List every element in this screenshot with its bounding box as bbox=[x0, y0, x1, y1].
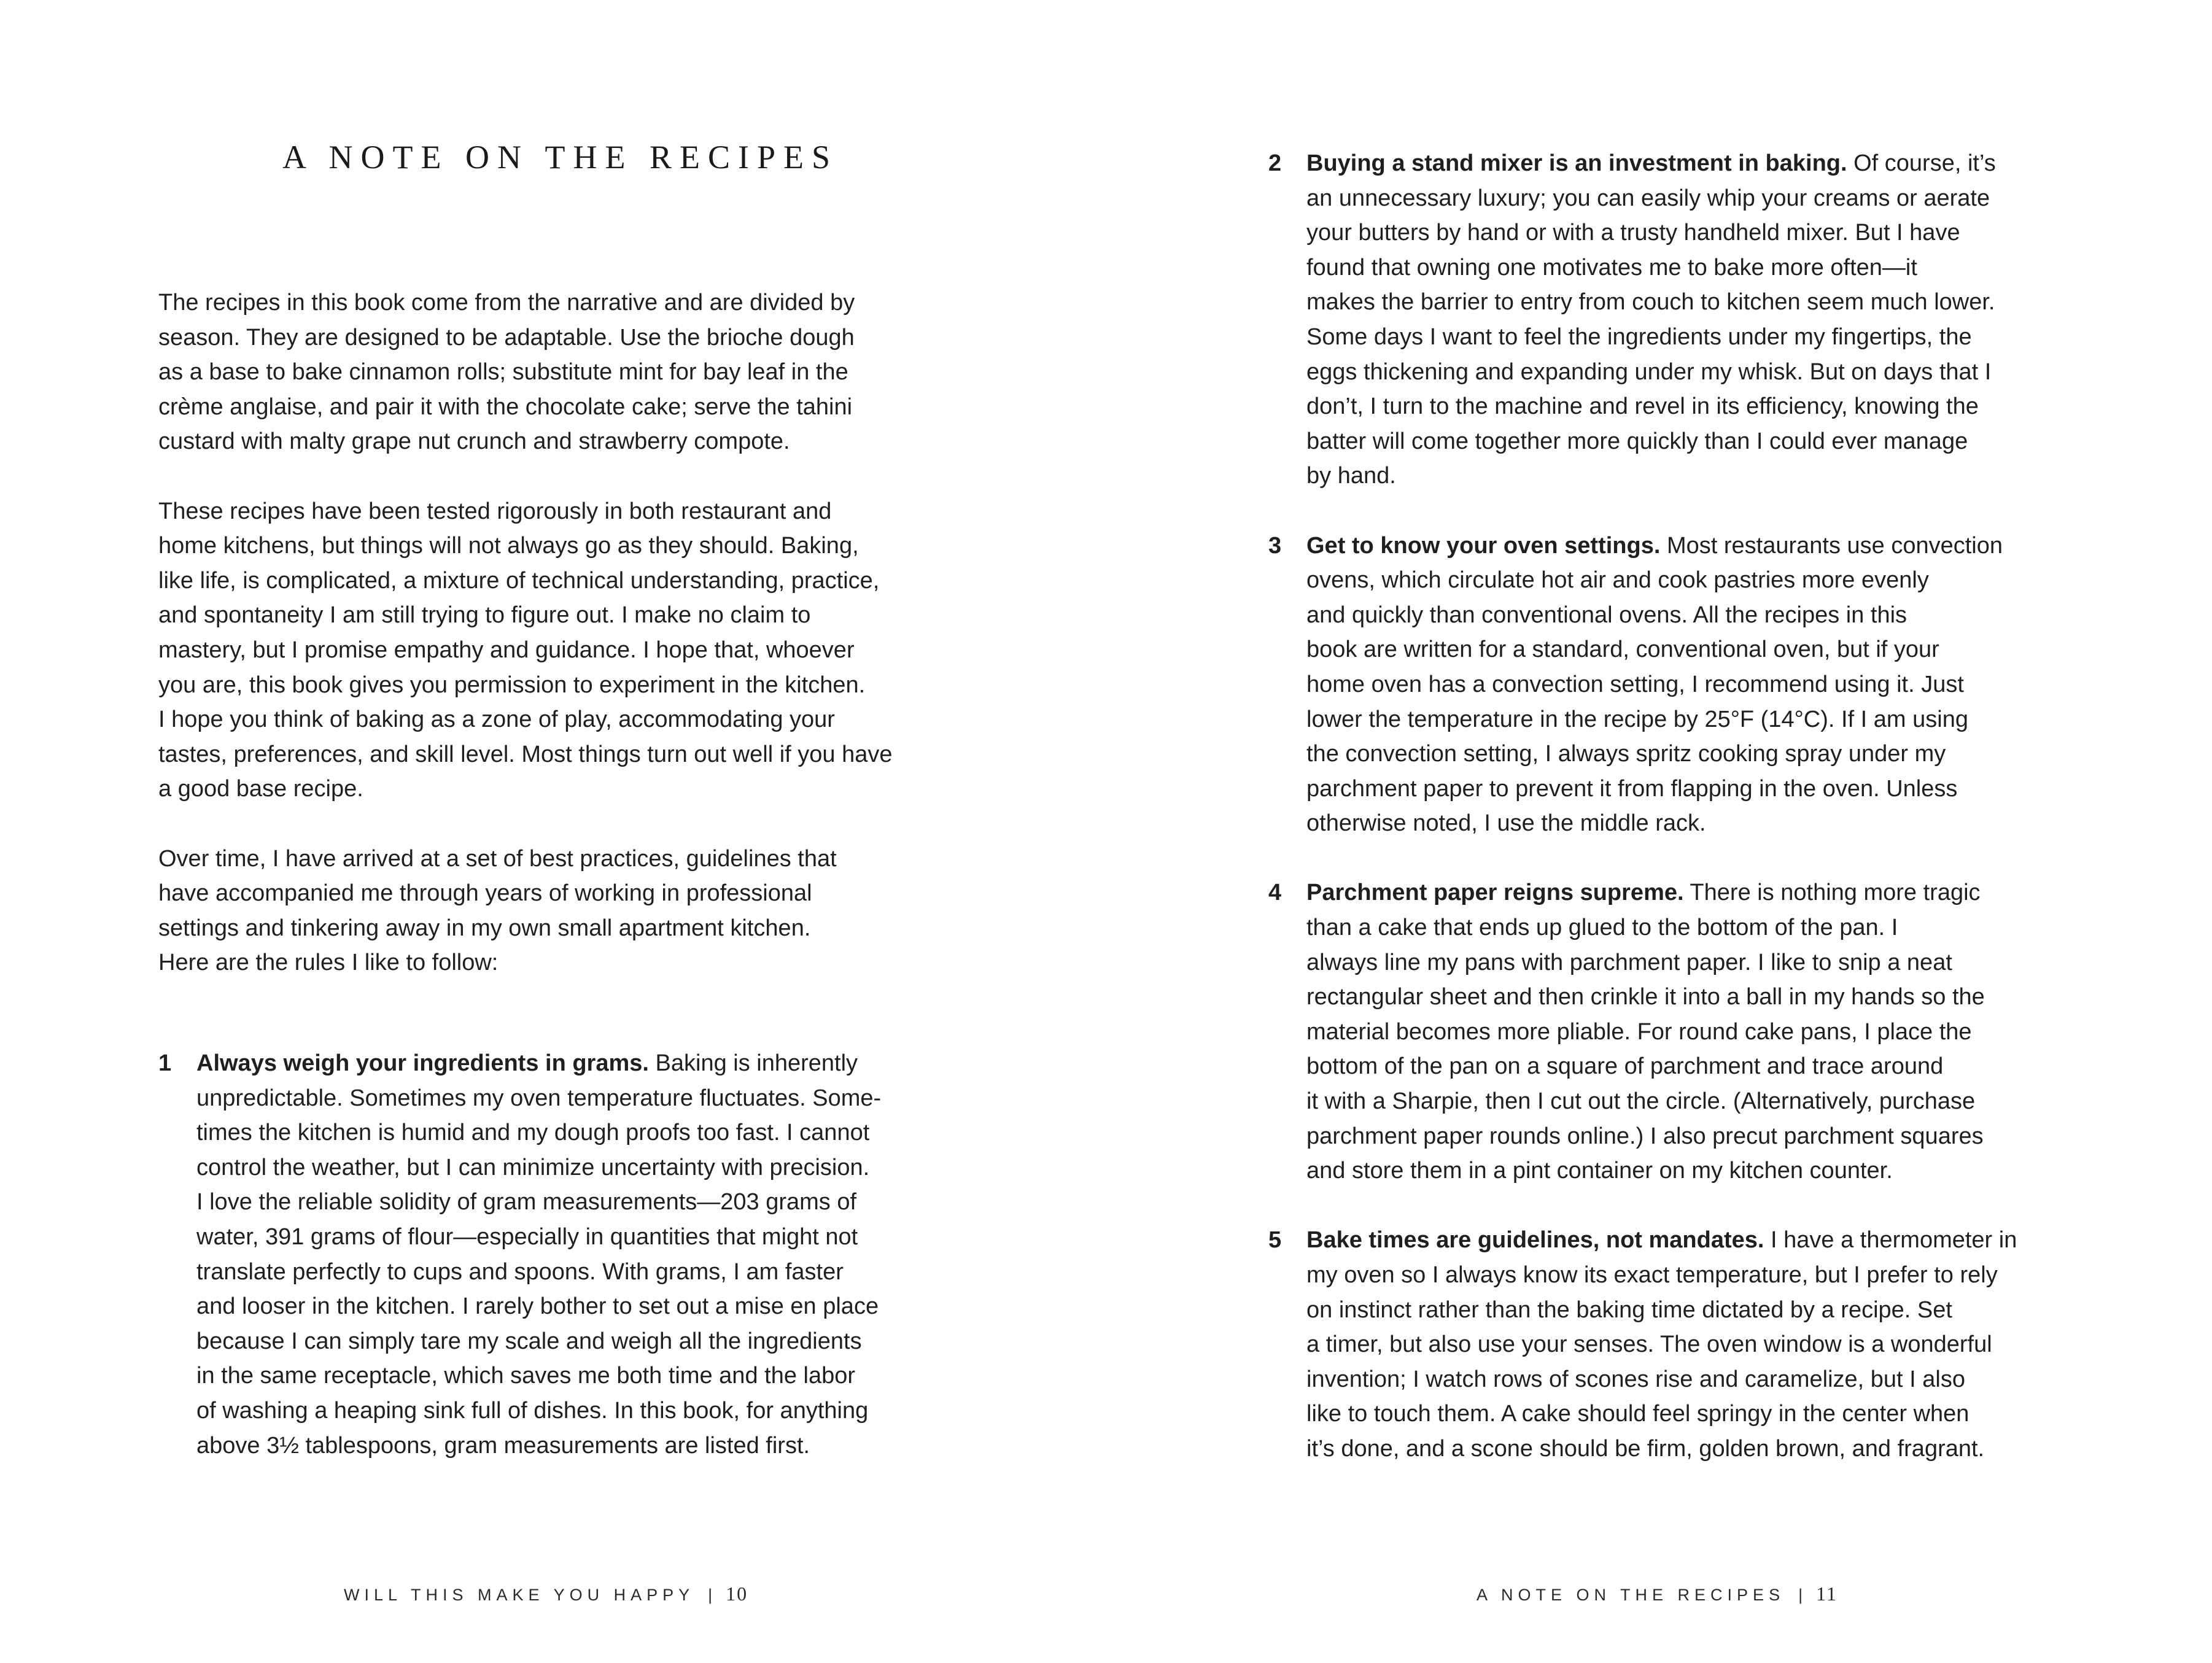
rule-heading: Get to know your oven settings. bbox=[1306, 532, 1661, 559]
text-line: There is nothing more tragic bbox=[1683, 880, 1981, 906]
text-line: your butters by hand or with a trusty handheld mixer. But I have bbox=[1306, 220, 1960, 246]
rule-item-2 bbox=[1268, 146, 2152, 494]
text-line: as a base to bake cinnamon rolls; substitute mint for bay leaf in the bbox=[158, 359, 848, 386]
text-line: it with a Sharpie, then I cut out the circle. (Alternatively, purchase bbox=[1306, 1088, 1976, 1115]
rule-number: 3 bbox=[1268, 532, 1282, 559]
text-line: and store them in a pint container on my kitchen counter. bbox=[1306, 1158, 1893, 1184]
text-line: These recipes have been tested rigorously in both restaurant and bbox=[158, 498, 832, 524]
intro-paragraph-2 bbox=[158, 494, 981, 807]
text-line: Baking is inherently bbox=[648, 1050, 858, 1076]
rule-number: 1 bbox=[158, 1050, 172, 1076]
page-number: 11 bbox=[1816, 1583, 1838, 1605]
text-line: always line my pans with parchment paper. I like to snip a neat bbox=[1306, 949, 1952, 975]
footer-separator: | bbox=[1798, 1586, 1803, 1604]
text-line: unpredictable. Sometimes my oven temperature fluctuates. Some- bbox=[196, 1085, 882, 1111]
text-line: tastes, preferences, and skill level. Most things turn out well if you have bbox=[158, 741, 893, 767]
page-title: A NOTE ON THE RECIPES bbox=[282, 139, 839, 176]
rules-list-left bbox=[158, 1046, 1018, 1463]
text-line: found that owning one motivates me to bake more often—it bbox=[1306, 254, 1917, 281]
intro-paragraph-3 bbox=[158, 842, 981, 980]
text-line: The recipes in this book come from the narrative and are divided by bbox=[158, 290, 855, 316]
left-page bbox=[0, 0, 1105, 1663]
text-line: in the same receptacle, which saves me both time and the labor bbox=[196, 1363, 856, 1389]
text-line: Over time, I have arrived at a set of best practices, guidelines that bbox=[158, 845, 837, 872]
text-line: eggs thickening and expanding under my whisk. But on days that I bbox=[1306, 359, 1992, 385]
rule-heading: Bake times are guidelines, not mandates. bbox=[1306, 1227, 1764, 1254]
text-line: it’s done, and a scone should be firm, golden brown, and fragrant. bbox=[1306, 1435, 1985, 1462]
text-line: I hope you think of baking as a zone of play, accommodating your bbox=[158, 707, 835, 733]
text-line: otherwise noted, I use the middle rack. bbox=[1306, 810, 1706, 837]
rule-number: 5 bbox=[1268, 1227, 1282, 1254]
page-number: 10 bbox=[726, 1583, 748, 1605]
text-line: my oven so I always know its exact temperature, but I prefer to rely bbox=[1306, 1262, 1998, 1288]
text-line: ovens, which circulate hot air and cook pastries more evenly bbox=[1306, 567, 1929, 594]
text-line: and spontaneity I am still trying to figure out. I make no claim to bbox=[158, 602, 811, 629]
text-line: lower the temperature in the recipe by 25°F (14°C). If I am using bbox=[1306, 706, 1968, 732]
rule-heading: Parchment paper reigns supreme. bbox=[1306, 880, 1684, 906]
text-line: an unnecessary luxury; you can easily whip your creams or aerate bbox=[1306, 185, 1990, 211]
text-line: like life, is complicated, a mixture of technical understanding, practice, bbox=[158, 567, 880, 594]
text-line: by hand. bbox=[1306, 463, 1396, 489]
text-line: you are, this book gives you permission to experiment in the kitchen. bbox=[158, 672, 866, 698]
text-line: parchment paper rounds online.) I also precut parchment squares bbox=[1306, 1123, 1984, 1149]
footer-separator: | bbox=[708, 1586, 713, 1604]
rule-item-3 bbox=[1268, 529, 2152, 841]
footer-title: A NOTE ON THE RECIPES bbox=[1477, 1586, 1785, 1604]
text-line: a timer, but also use your senses. The oven window is a wonderful bbox=[1306, 1332, 1992, 1358]
text-line: a good base recipe. bbox=[158, 776, 363, 802]
rule-text bbox=[1306, 1223, 2152, 1466]
text-line: material becomes more pliable. For round cake pans, I place the bbox=[1306, 1018, 1972, 1045]
text-line: invention; I watch rows of scones rise and caramelize, but I also bbox=[1306, 1366, 1965, 1392]
text-line: times the kitchen is humid and my dough proofs too fast. I cannot bbox=[196, 1120, 870, 1146]
text-line: crème anglaise, and pair it with the chocolate cake; serve the tahini bbox=[158, 393, 853, 420]
rule-text bbox=[1306, 875, 2152, 1188]
rule-item-1 bbox=[158, 1046, 1018, 1463]
text-line: translate perfectly to cups and spoons. With grams, I am faster bbox=[196, 1258, 844, 1285]
rule-text bbox=[1306, 529, 2152, 841]
text-line: Of course, it’s bbox=[1847, 150, 1996, 176]
text-line: home oven has a convection setting, I recommend using it. Just bbox=[1306, 671, 1964, 697]
text-line: like to touch them. A cake should feel springy in the center when bbox=[1306, 1401, 1969, 1427]
text-line: I love the reliable solidity of gram measurements—203 grams of bbox=[196, 1189, 857, 1215]
footer-title: WILL THIS MAKE YOU HAPPY bbox=[344, 1586, 695, 1604]
text-line: Here are the rules I like to follow: bbox=[158, 950, 499, 976]
text-line: because I can simply tare my scale and weigh all the ingredients bbox=[196, 1328, 862, 1354]
text-line: water, 391 grams of flour—especially in quantities that might not bbox=[196, 1223, 858, 1250]
running-footer-right bbox=[1477, 1583, 1838, 1605]
text-line: the convection setting, I always spritz cooking spray under my bbox=[1306, 741, 1946, 767]
text-line: of washing a heaping sink full of dishes. In this book, for anything bbox=[196, 1397, 869, 1424]
text-line: season. They are designed to be adaptable. Use the brioche dough bbox=[158, 324, 855, 351]
text-line: batter will come together more quickly than I could ever manage bbox=[1306, 428, 1968, 454]
text-line: and quickly than conventional ovens. All the recipes in this bbox=[1306, 602, 1907, 628]
text-line: on instinct rather than the baking time dictated by a recipe. Set bbox=[1306, 1297, 1952, 1323]
intro-paragraph-1 bbox=[158, 285, 981, 459]
text-line: book are written for a standard, conventional oven, but if your bbox=[1306, 637, 1939, 663]
text-line: bottom of the pan on a square of parchment and trace around bbox=[1306, 1053, 1944, 1080]
text-line: Some days I want to feel the ingredients under my fingertips, the bbox=[1306, 324, 1972, 350]
text-line: settings and tinkering away in my own small apartment kitchen. bbox=[158, 915, 811, 941]
rules-list-right bbox=[1268, 146, 2152, 1501]
text-line: I have a thermometer in bbox=[1764, 1227, 2017, 1254]
rule-item-5 bbox=[1268, 1223, 2152, 1466]
text-line: have accompanied me through years of working in professional bbox=[158, 880, 812, 907]
rule-heading: Always weigh your ingredients in grams. bbox=[196, 1050, 649, 1076]
text-line: makes the barrier to entry from couch to kitchen seem much lower. bbox=[1306, 289, 1995, 316]
text-line: mastery, but I promise empathy and guidance. I hope that, whoever bbox=[158, 637, 855, 663]
rule-text bbox=[1306, 146, 2152, 494]
text-line: parchment paper to prevent it from flapping in the oven. Unless bbox=[1306, 775, 1958, 802]
rule-heading: Buying a stand mixer is an investment in baking. bbox=[1306, 150, 1847, 176]
rule-text bbox=[196, 1046, 1018, 1463]
running-footer-left bbox=[344, 1583, 748, 1605]
text-line: control the weather, but I can minimize uncertainty with precision. bbox=[196, 1154, 870, 1180]
text-line: custard with malty grape nut crunch and strawberry compote. bbox=[158, 428, 790, 455]
text-line: Most restaurants use convection bbox=[1660, 532, 2003, 559]
text-line: than a cake that ends up glued to the bottom of the pan. I bbox=[1306, 915, 1898, 941]
text-line: and looser in the kitchen. I rarely bother to set out a mise en place bbox=[196, 1293, 879, 1320]
intro-text bbox=[158, 285, 981, 1015]
text-line: don’t, I turn to the machine and revel in its efficiency, knowing the bbox=[1306, 393, 1979, 420]
rule-item-4 bbox=[1268, 875, 2152, 1188]
rule-number: 4 bbox=[1268, 880, 1282, 906]
text-line: home kitchens, but things will not always go as they should. Baking, bbox=[158, 533, 859, 559]
text-line: above 3½ tablespoons, gram measurements are listed first. bbox=[196, 1432, 810, 1459]
text-line: rectangular sheet and then crinkle it into a ball in my hands so the bbox=[1306, 984, 1985, 1010]
rule-number: 2 bbox=[1268, 150, 1282, 176]
